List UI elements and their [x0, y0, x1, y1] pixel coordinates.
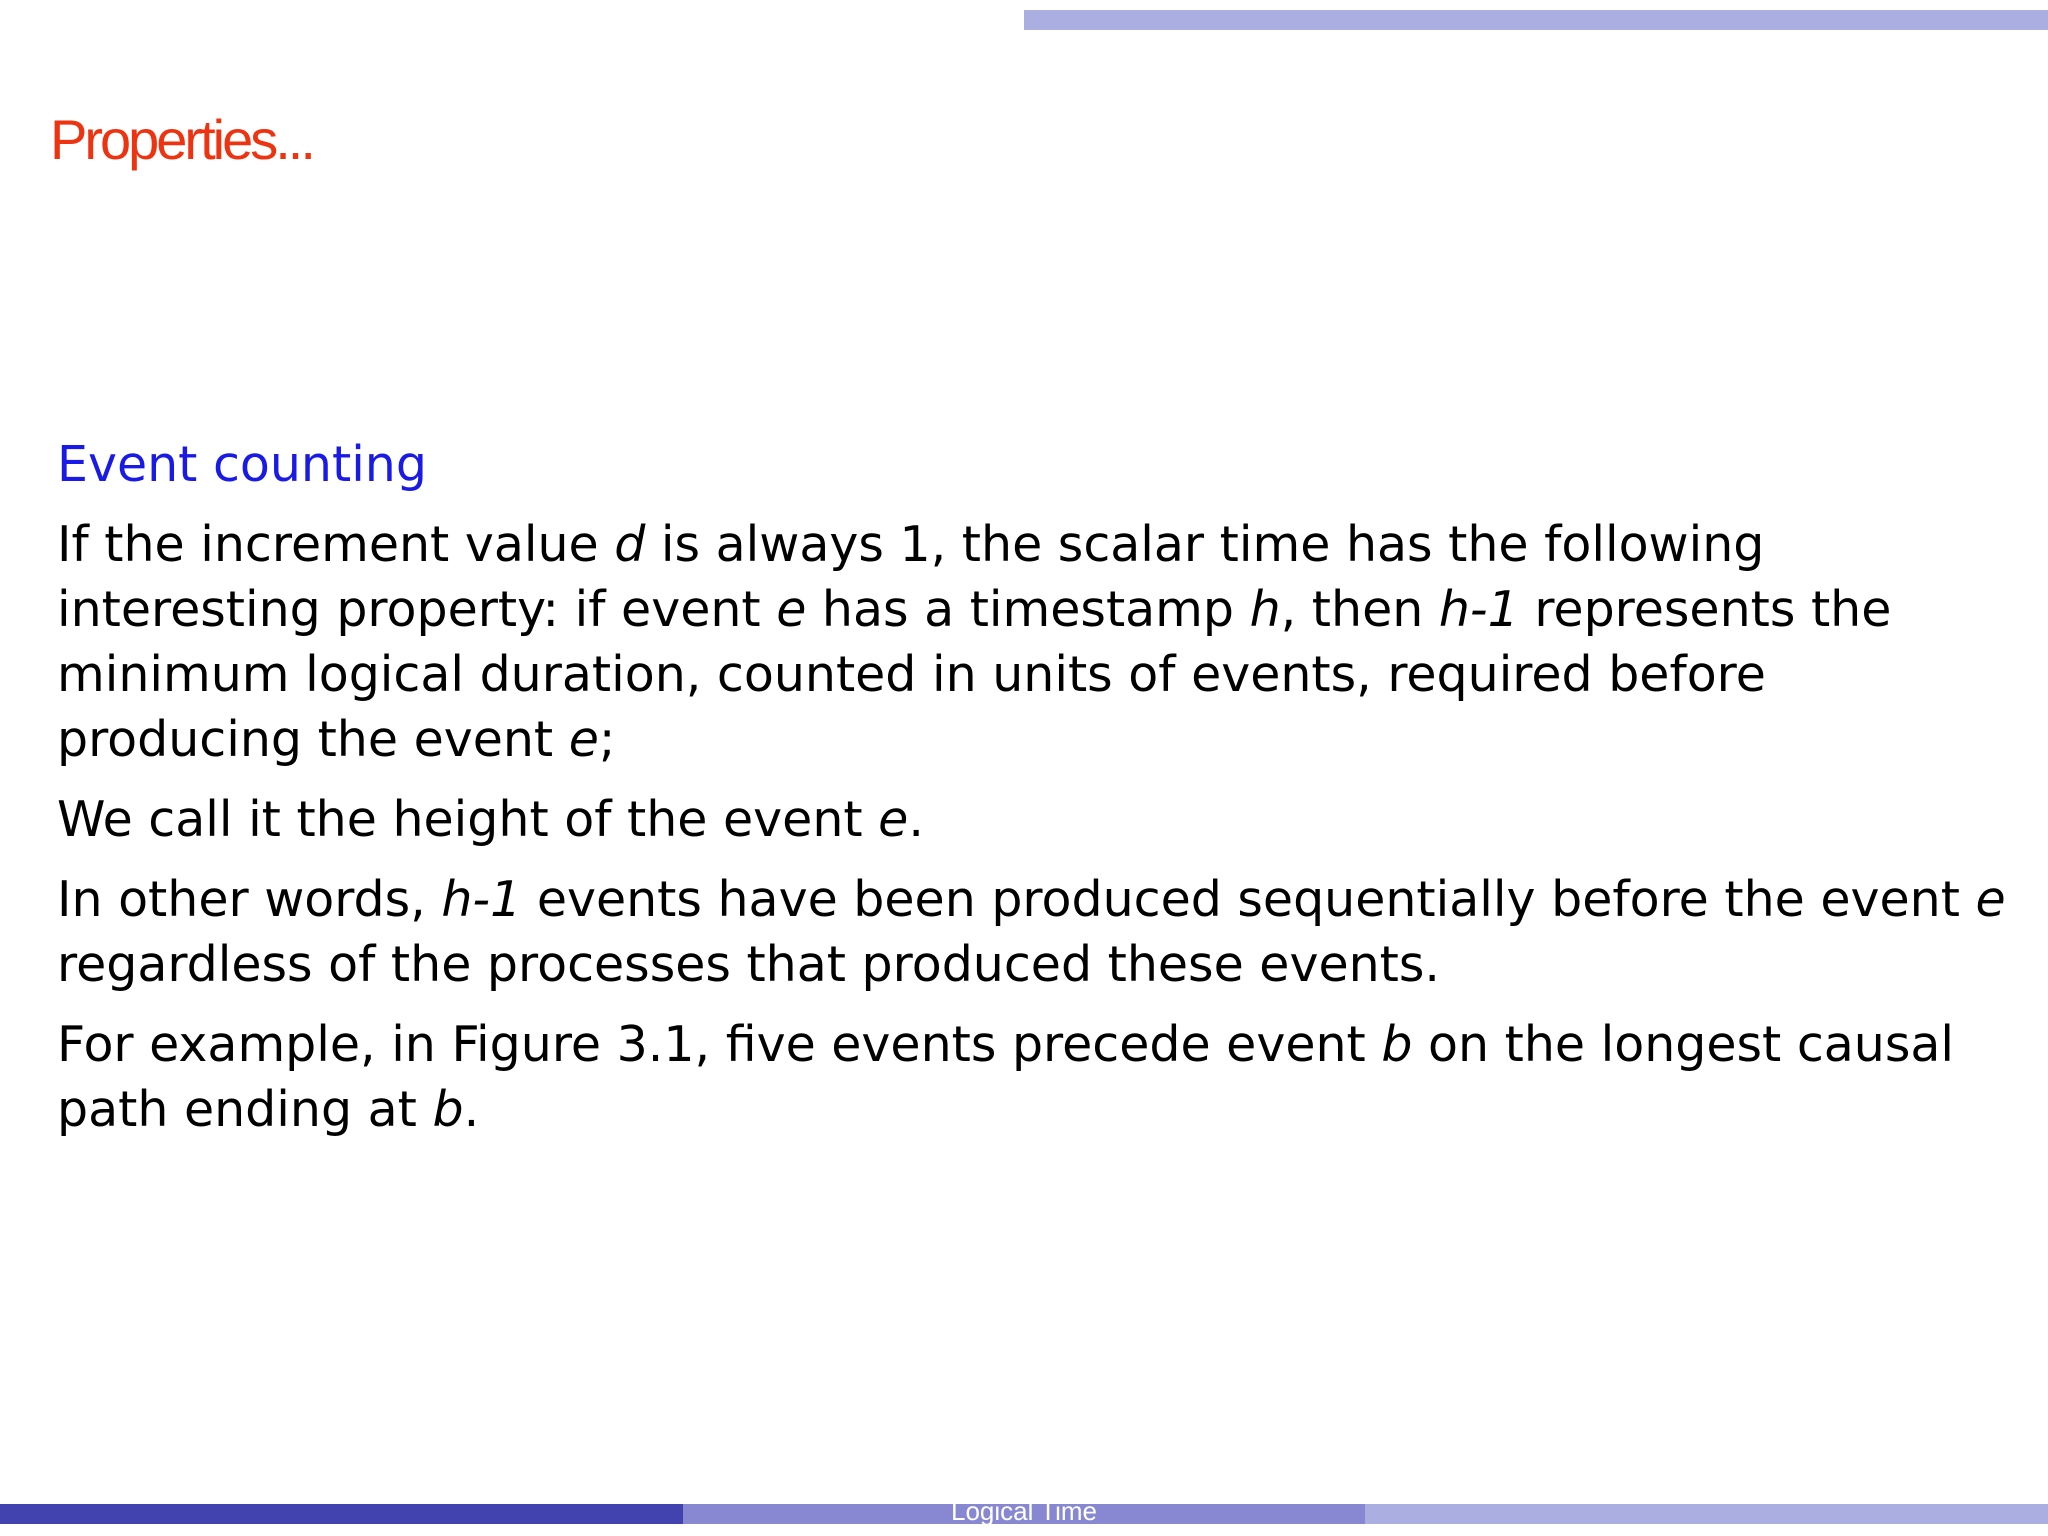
- text-run: In other words,: [57, 871, 442, 928]
- body-paragraph: [57, 867, 2007, 997]
- italic-term: e: [568, 711, 599, 768]
- text-run: on the longest causal path ending at: [57, 1016, 1955, 1138]
- slide-title: Properties...: [50, 108, 313, 171]
- italic-term: b: [1381, 1016, 1413, 1073]
- italic-term: h: [1249, 581, 1281, 638]
- italic-term: e: [1975, 871, 2006, 928]
- paragraph-list: [57, 512, 2007, 1142]
- footer-label: Logical Time: [951, 1496, 1097, 1524]
- text-run: is always 1, the scalar time has the following interesting property: if event: [57, 516, 1765, 638]
- text-run: If the increment value: [57, 516, 615, 573]
- text-run: represents the minimum logical duration, counted in units of events, required before producing the event: [57, 581, 1892, 768]
- text-run: regardless of the processes that produced these events.: [57, 936, 1440, 993]
- italic-term: h-1: [441, 871, 522, 928]
- text-run: We call it the height of the event: [57, 791, 879, 848]
- slide-content: [57, 432, 2007, 1157]
- body-paragraph: [57, 1012, 2007, 1142]
- text-run: has a timestamp: [806, 581, 1250, 638]
- italic-term: h-1: [1438, 581, 1519, 638]
- text-run: , then: [1280, 581, 1439, 638]
- text-run: .: [463, 1081, 480, 1138]
- section-heading: Event counting: [57, 436, 427, 493]
- text-run: ;: [598, 711, 616, 768]
- italic-term: b: [432, 1081, 464, 1138]
- body-paragraph: [57, 512, 2007, 772]
- top-decorative-bar: [1024, 10, 2048, 30]
- italic-term: e: [776, 581, 807, 638]
- italic-term: d: [614, 516, 646, 573]
- text-run: .: [908, 791, 924, 848]
- body-paragraph: [57, 787, 2007, 852]
- text-run: For example, in Figure 3.1, five events precede event: [57, 1016, 1382, 1073]
- text-run: events have been produced sequentially before the event: [521, 871, 1976, 928]
- italic-term: e: [878, 791, 909, 848]
